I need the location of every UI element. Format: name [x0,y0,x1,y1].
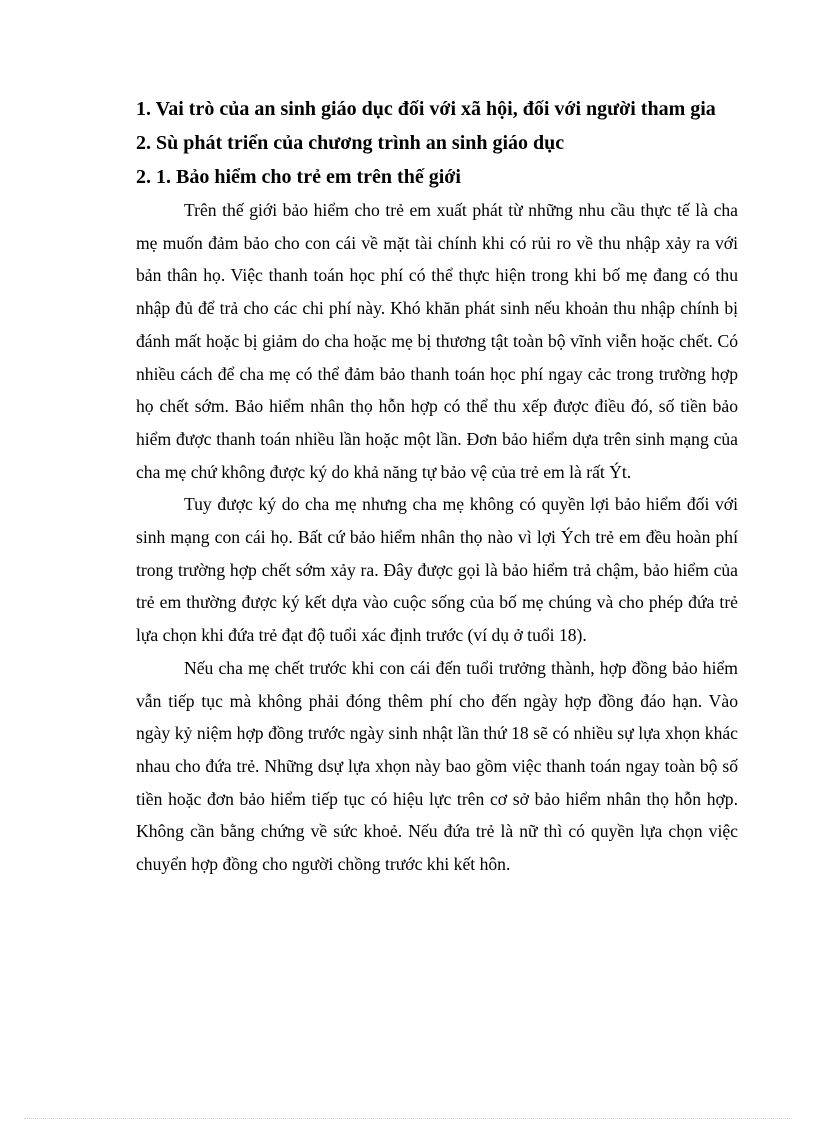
heading-development-of-program: 2. Sù phát triển của chương trình an sinh giáo dục [136,132,565,154]
paragraph-1: Trên thế giới bảo hiểm cho trẻ em xuất phát từ những nhu cầu thực tế là cha mẹ muốn đảm bảo cho con cái về mặt tài chính khi có rủi ro về thu nhập xảy ra với bản thân họ. Việc thanh toán học phí có thể thực hiện trong khi bố mẹ đang có thu nhập đủ để trả cho các chi phí này. Khó khăn phát sinh nếu khoản thu nhập chính bị đánh mất hoặc bị giảm do cha hoặc mẹ bị thương tật toàn bộ vĩnh viễn hoặc chết. Có nhiều cách để cha mẹ có thể đảm bảo thanh toán học phí ngay cảc trong trường hợp họ chết sớm. Bảo hiểm nhân thọ hỗn hợp có thể thu xếp được điều đó, số tiền bảo hiểm được thanh toán nhiều lần hoặc một lần. Đơn bảo hiểm dựa trên sinh mạng của cha mẹ chứ không được ký do khả năng tự bảo vệ của trẻ em là rất Ýt. [136,200,738,482]
page-bottom-divider [24,1118,792,1119]
paragraph-2: Tuy được ký do cha mẹ nhưng cha mẹ không có quyền lợi bảo hiểm đối với sinh mạng con cái họ. Bất cứ bảo hiểm nhân thọ nào vì lợi Ých trẻ em đều hoàn phí trong trường hợp chết sớm xảy ra. Đây được gọi là bảo hiểm trả chậm, bảo hiểm của trẻ em thường được ký kết dựa vào cuộc sống của bố mẹ chúng và cho phép đứa trẻ lựa chọn khi đứa trẻ đạt độ tuổi xác định trước (ví dụ ở tuổi 18). [136,494,738,646]
heading-role-of-education-security: 1. Vai trò của an sinh giáo dục đối với xã hội, đối với người tham gia [136,98,716,120]
document-content [136,92,738,881]
heading-child-insurance-world: 2. 1. Bảo hiểm cho trẻ em trên thế giới [136,166,461,188]
paragraph-3: Nếu cha mẹ chết trước khi con cái đến tuổi trưởng thành, hợp đồng bảo hiểm vẫn tiếp tục mà không phải đóng thêm phí cho đến ngày hợp đồng đáo hạn. Vào ngày kỷ niệm hợp đồng trước ngày sinh nhật lần thứ 18 sẽ có nhiều sự lựa xhọn khác nhau cho đứa trẻ. Những dsự lựa xhọn này bao gồm việc thanh toán ngay toàn bộ số tiền hoặc đơn bảo hiểm tiếp tục có hiệu lực trên cơ sở bảo hiểm nhân thọ hỗn hợp. Không cần bằng chứng về sức khoẻ. Nếu đứa trẻ là nữ thì có quyền lựa chọn việc chuyển hợp đồng cho người chồng trước khi kết hôn. [136,657,738,875]
